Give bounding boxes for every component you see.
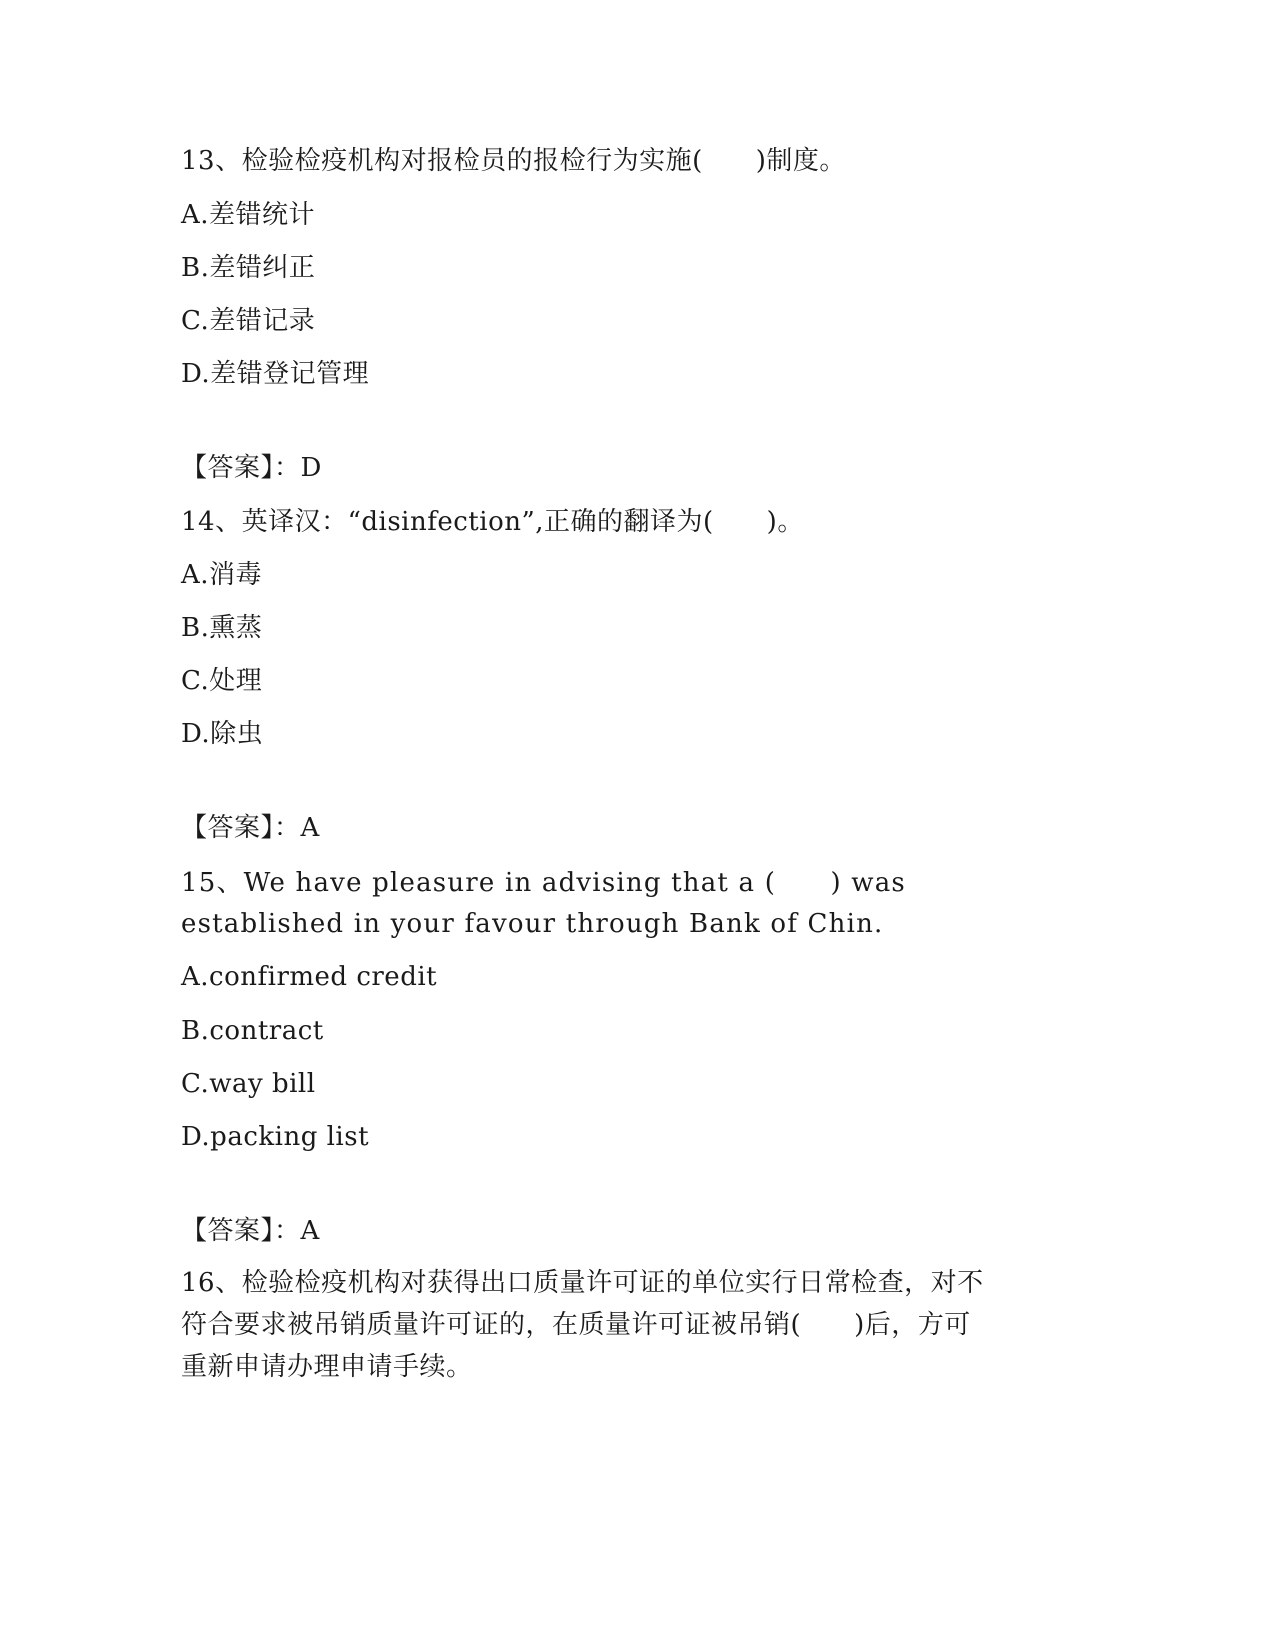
question-13-answer: 【答案】：D: [181, 453, 322, 483]
question-13-option-b: B.差错纠正: [181, 253, 316, 283]
question-13-stem: 13、检验检疫机构对报检员的报检行为实施( )制度。: [181, 146, 846, 176]
question-14-option-a: A.消毒: [181, 560, 263, 590]
question-15-stem-line-2: established in your favour through Bank of Chin.: [181, 909, 884, 939]
question-16-stem-line-3: 重新申请办理申请手续。: [181, 1352, 473, 1382]
question-15-answer: 【答案】：A: [181, 1216, 320, 1246]
question-16-stem-line-1: 16、检验检疫机构对获得出口质量许可证的单位实行日常检查，对不: [181, 1268, 984, 1298]
question-16-stem-line-2: 符合要求被吊销质量许可证的，在质量许可证被吊销( )后，方可: [181, 1310, 971, 1340]
question-14-answer: 【答案】：A: [181, 813, 320, 843]
question-13-option-c: C.差错记录: [181, 306, 316, 336]
question-15-option-a: A.confirmed credit: [181, 962, 438, 992]
question-15-option-c: C.way bill: [181, 1069, 316, 1099]
question-15-option-b: B.contract: [181, 1016, 324, 1046]
question-15-option-d: D.packing list: [181, 1122, 370, 1152]
question-13-option-a: A.差错统计: [181, 200, 316, 230]
question-14-option-c: C.处理: [181, 666, 263, 696]
question-14-option-b: B.熏蒸: [181, 613, 263, 643]
question-14-stem: 14、英译汉：“disinfection”,正确的翻译为( )。: [181, 507, 804, 537]
question-13-option-d: D.差错登记管理: [181, 359, 370, 389]
question-15-stem-line-1: 15、We have pleasure in advising that a ( ) was: [181, 868, 906, 898]
question-14-option-d: D.除虫: [181, 719, 264, 749]
